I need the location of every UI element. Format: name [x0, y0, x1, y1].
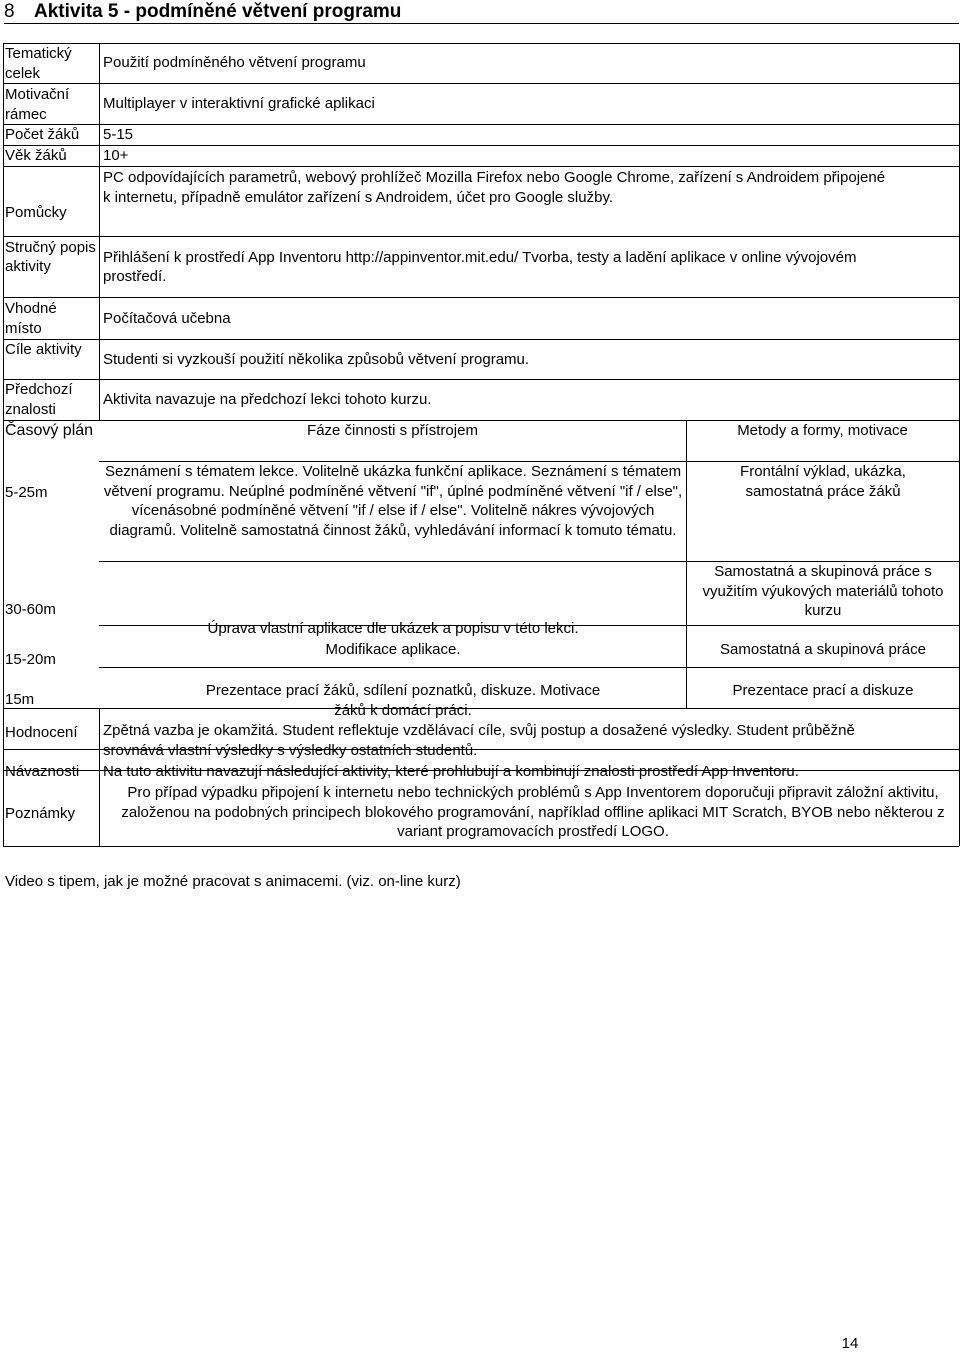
value-vhodne-misto: Počítačová učebna	[103, 309, 231, 327]
value-pomucky: PC odpovídajících parametrů, webový prohlížeč Mozilla Firefox nebo Google Chrome, zařízení s Androidem připojené k internetu, případně emulátor zařízení s Androidem, účet pro Google služby.	[103, 169, 886, 206]
label-cile-aktivity: Cíle aktivity	[5, 341, 82, 358]
value-poznamky: Pro případ výpadku připojení k internetu nebo technických problémů s App Inventorem doporučuji připravit záložní aktivitu, založenou na podobných principech blokového programování, například offline aplikaci MIT Scratch, BYOB nebo některou z variant programovacích prostředí LOGO.	[121, 784, 945, 840]
plan-methods: Samostatná a skupinová práce	[720, 641, 926, 658]
header-phase: Fáze činnosti s přístrojem	[307, 422, 478, 439]
page-number: 14	[841, 1335, 859, 1352]
plan-time: 15m	[5, 691, 35, 708]
table-rule	[3, 846, 959, 847]
value-predchozi-znalosti: Aktivita navazuje na předchozí lekci tohoto kurzu.	[103, 391, 432, 409]
label-pomucky: Pomůcky	[5, 203, 67, 221]
label-vek-zaku: Věk žáků	[5, 147, 67, 164]
label-casovy-plan: Časový plán	[5, 422, 94, 439]
plan-time: 5-25m	[5, 484, 48, 501]
section-heading	[4, 0, 959, 24]
label-vhodne-misto: Vhodné místo	[5, 300, 57, 337]
table-rule	[3, 166, 959, 167]
plan-methods: Prezentace prací a diskuze	[732, 682, 914, 699]
section-title: Aktivita 5 - podmíněné větvení programu	[34, 1, 402, 22]
plan-methods: Frontální výklad, ukázka, samostatná práce žáků	[740, 463, 906, 500]
plan-time: 30-60m	[5, 601, 56, 618]
plan-rule	[686, 420, 687, 708]
activity-table	[3, 43, 959, 846]
plan-rule	[99, 667, 959, 668]
value-vek-zaku: 10+	[103, 147, 129, 164]
value-pocet-zaku: 5-15	[103, 126, 134, 143]
plan-time: 15-20m	[5, 651, 56, 668]
plan-phase: Úprava vlastní aplikace dle ukázek a popisu v této lekci.	[207, 619, 579, 637]
value-motivacni-ramec: Multiplayer v interaktivní grafické aplikaci	[103, 95, 375, 113]
label-predchozi-znalosti: Předchozí znalosti	[5, 381, 73, 418]
plan-phase: Seznámení s tématem lekce. Volitelně ukázka funkční aplikace. Seznámení s tématem větvení programu. Neúplné podmíněné větvení "if", úplné podmíněné větvení "if / else", vícenásobné podmíněné větvení "if / else if / else". Volitelně nákres vývojových diagramů. Volitelně samostatná činnost žáků, vyhledávání informací k tomuto tématu.	[103, 463, 683, 539]
label-hodnoceni: Hodnocení	[5, 723, 78, 741]
label-tematicky-celek: Tematický celek	[5, 45, 72, 82]
value-hodnoceni: Zpětná vazba je okamžitá. Student reflektuje vzdělávací cíle, svůj postup a dosažené výsledky. Student průběžně srovnává vlastní výsledky s výsledky ostatních studentů.	[103, 722, 855, 759]
label-pocet-zaku: Počet žáků	[5, 126, 80, 143]
label-motivacni-ramec: Motivační rámec	[5, 86, 70, 123]
section-number: 8	[4, 1, 15, 22]
label-strucny-popis: Stručný popis aktivity	[5, 239, 96, 275]
plan-methods: Samostatná a skupinová práce s využitím výukových materiálů tohoto kurzu	[702, 563, 944, 619]
table-rule	[99, 43, 100, 420]
label-poznamky: Poznámky	[5, 805, 76, 823]
value-cile-aktivity: Studenti si vyzkouší použití několika způsobů větvení programu.	[103, 350, 530, 368]
label-navaznosti: Návaznosti	[5, 763, 80, 780]
table-rule	[99, 708, 100, 846]
plan-phase: Prezentace prací žáků, sdílení poznatků, diskuze. Motivace žáků k domácí práci.	[205, 682, 601, 719]
footer-note: Video s tipem, jak je možné pracovat s animacemi. (viz. on-line kurz)	[5, 873, 461, 890]
header-methods: Metody a formy, motivace	[737, 422, 908, 439]
value-strucny-popis: Přihlášení k prostředí App Inventoru http://appinventor.mit.edu/ Tvorba, testy a ladění aplikace v online vývojovém prostředí.	[103, 248, 857, 285]
value-navaznosti: Na tuto aktivitu navazují následující aktivity, které prohlubují a kombinují znalosti prostředí App Inventoru.	[103, 763, 799, 780]
table-rule	[3, 43, 4, 846]
value-tematicky-celek: Použití podmíněného větvení programu	[103, 54, 366, 72]
plan-phase: Modifikace aplikace.	[325, 641, 461, 658]
